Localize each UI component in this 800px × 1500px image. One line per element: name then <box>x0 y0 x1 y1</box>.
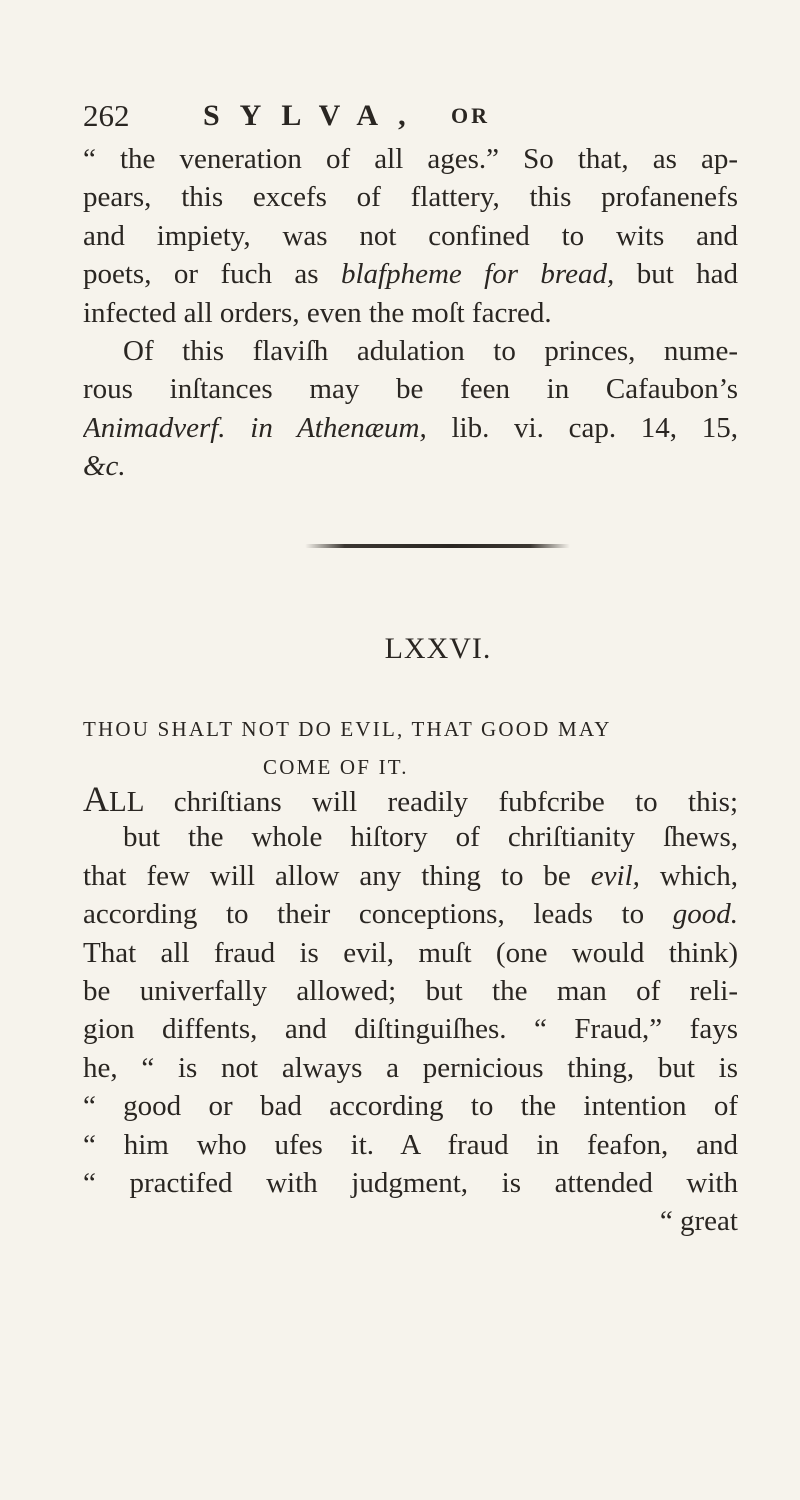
paragraph-3 <box>83 780 738 1241</box>
text-line: gion diffents, and diſtinguiſhes. “ Fraud,” fays <box>83 1013 738 1046</box>
paragraph-2 <box>83 332 738 486</box>
text-line: poets, or fuch as blafpheme for bread, but had <box>83 258 738 291</box>
text-line: “ practifed with judgment, is attended with <box>83 1166 738 1199</box>
text-line: according to their conceptions, leads to good. <box>83 898 738 931</box>
section-number: LXXVI. <box>384 632 492 665</box>
text-line: and impiety, was not confined to wits and <box>83 219 738 252</box>
text-line: pears, this excefs of flattery, this profanenefs <box>83 181 738 214</box>
running-header <box>83 96 723 136</box>
text-line: That all fraud is evil, muſt (one would think) <box>83 936 738 969</box>
section-title-line: THOU SHALT NOT DO EVIL, THAT GOOD MAY <box>83 717 612 741</box>
running-title-connector: OR <box>451 103 490 128</box>
italic-citation: Animadverf. <box>83 411 226 444</box>
page-number: 262 <box>83 98 130 133</box>
text-line: “ the veneration of all ages.” So that, as ap- <box>83 143 738 175</box>
paragraph-1 <box>83 140 738 332</box>
text-line: ALL chriſtians will readily fubfcribe to this; <box>83 780 738 819</box>
text-line: infected all orders, even the moſt facred. <box>83 296 552 329</box>
italic-citation: in Athenæum, <box>250 411 427 444</box>
drop-cap: A <box>83 780 109 819</box>
section-title <box>83 710 800 786</box>
text-line: Of this flaviſh adulation to princes, nume- <box>123 335 738 367</box>
catchword-line: “ great <box>659 1205 738 1238</box>
italic-phrase: blafpheme for bread, <box>340 258 615 291</box>
section-title-line: COME OF IT. <box>263 755 409 779</box>
text-line: &c. <box>83 450 126 483</box>
text-line: “ him who ufes it. A fraud in feafon, and <box>83 1128 738 1161</box>
running-title: SYLVA, <box>203 99 426 132</box>
section-divider-rule <box>305 544 570 548</box>
text-line: be univerfally allowed; but the man of reli- <box>83 974 738 1007</box>
text-line: Animadverf. in Athenæum, lib. vi. cap. 14, 15, <box>83 411 738 444</box>
text-line: he, “ is not always a pernicious thing, but is <box>83 1051 738 1084</box>
text-line: but the whole hiſtory of chriſtianity ſhews, <box>123 821 738 854</box>
text-line: rous inſtances may be feen in Cafaubon’s <box>83 373 738 406</box>
text-line: that few will allow any thing to be evil, which, <box>83 859 738 892</box>
text-line: “ good or bad according to the intention of <box>83 1090 738 1123</box>
